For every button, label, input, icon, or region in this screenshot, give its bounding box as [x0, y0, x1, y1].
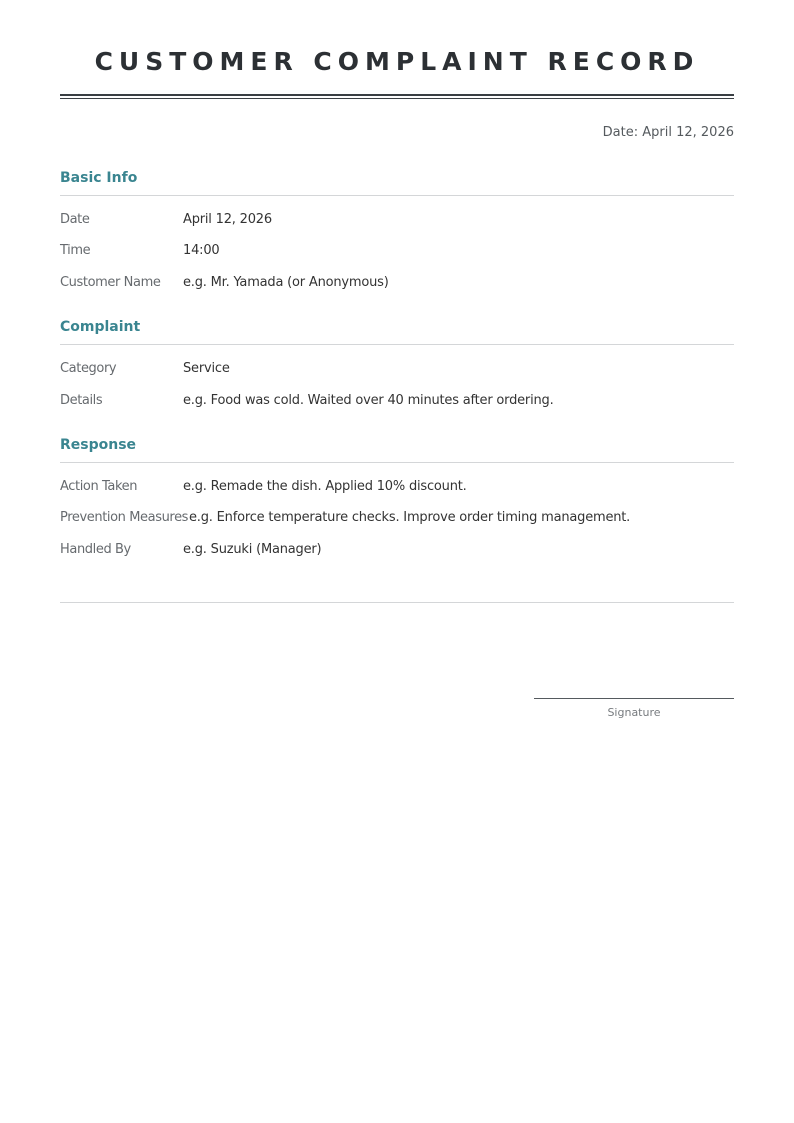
- section-title-response: Response: [60, 437, 137, 453]
- document-title: CUSTOMER COMPLAINT RECORD: [94, 47, 700, 76]
- field-value-action-taken: e.g. Remade the dish. Applied 10% discount.: [183, 479, 467, 494]
- field-label-time: Time: [60, 243, 91, 258]
- field-value-category: Service: [183, 361, 230, 376]
- title-divider-thick: [60, 94, 734, 96]
- field-label-details: Details: [60, 393, 103, 408]
- footer-divider: [60, 602, 734, 603]
- section-title-basic-info: Basic Info: [60, 170, 138, 186]
- signature-label: Signature: [607, 706, 661, 719]
- field-row-customer-name: [60, 275, 734, 295]
- section-title-complaint: Complaint: [60, 319, 141, 335]
- section-divider-response: [60, 462, 734, 463]
- field-value-details: e.g. Food was cold. Waited over 40 minutes after ordering.: [183, 393, 554, 408]
- field-value-prevention-measures: e.g. Enforce temperature checks. Improve order timing management.: [189, 510, 631, 525]
- field-row-action-taken: [60, 479, 734, 499]
- field-label-handled-by: Handled By: [60, 542, 131, 557]
- field-label-customer-name: Customer Name: [60, 275, 161, 290]
- field-label-prevention-measures: Prevention Measures: [60, 510, 189, 525]
- field-value-time: 14:00: [183, 243, 220, 258]
- document-date: Date: April 12, 2026: [602, 125, 734, 140]
- field-row-category: [60, 361, 734, 381]
- field-value-date: April 12, 2026: [183, 212, 272, 227]
- section-divider-basic-info: [60, 195, 734, 196]
- section-divider-complaint: [60, 344, 734, 345]
- field-row-prevention-measures: [60, 510, 734, 530]
- field-row-handled-by: [60, 542, 734, 562]
- field-label-date: Date: [60, 212, 90, 227]
- field-value-handled-by: e.g. Suzuki (Manager): [183, 542, 322, 557]
- field-label-category: Category: [60, 361, 117, 376]
- field-label-action-taken: Action Taken: [60, 479, 138, 494]
- field-row-date: [60, 212, 734, 232]
- field-value-customer-name: e.g. Mr. Yamada (or Anonymous): [183, 275, 389, 290]
- field-row-details: [60, 393, 734, 413]
- document-page: [60, 0, 734, 1123]
- title-divider-thin: [60, 98, 734, 99]
- signature-line: [534, 698, 734, 699]
- field-row-time: [60, 243, 734, 263]
